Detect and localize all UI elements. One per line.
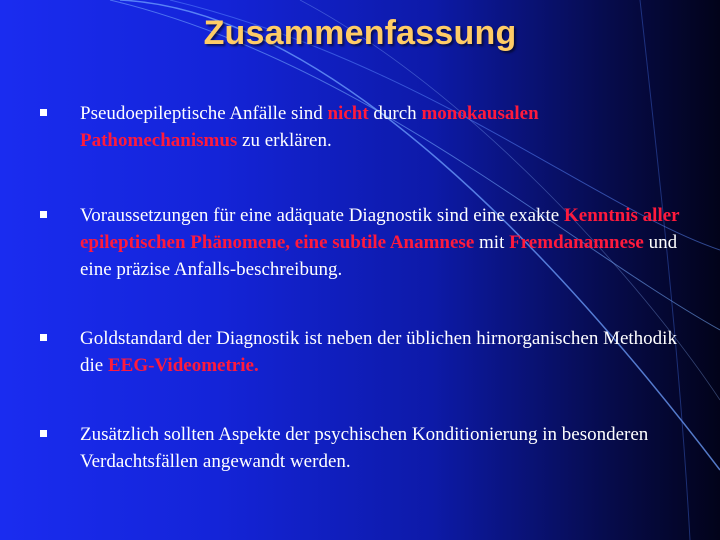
slide-title: Zusammenfassung (203, 14, 517, 52)
bullet-text: und eine präzise Anfalls-beschreibung. (80, 232, 678, 280)
bullet-list (36, 100, 696, 475)
highlight-text: monokausalen Pathomechanismus (80, 103, 539, 151)
square-bullet-icon (40, 334, 47, 341)
bullet-text: Voraussetzungen für eine adäquate Diagnostik sind eine exakte (80, 205, 564, 226)
bullet-item (36, 100, 696, 154)
highlight-text: EEG-Videometrie (107, 355, 254, 376)
bullet-item (36, 421, 696, 475)
bullet-text: zu erklären. (237, 130, 332, 151)
bullet-text: Goldstandard der Diagnostik ist neben der üblichen hirnorganischen Methodik die (80, 328, 677, 376)
bullet-item (36, 325, 696, 379)
highlight-text: Kenntnis aller epileptischen Phänomene, eine subtile Anamnese (80, 205, 680, 253)
bullet-item (36, 202, 696, 283)
bullet-text: Zusätzlich sollten Aspekte der psychischen Konditionierung in besonderen Verdachtsfällen angewandt werden. (80, 424, 649, 472)
bullet-text: mit (474, 232, 510, 253)
square-bullet-icon (40, 109, 47, 116)
square-bullet-icon (40, 430, 47, 437)
highlight-text: . (253, 355, 259, 376)
highlight-text: nicht (327, 103, 369, 124)
highlight-text: Fremdanamnese (509, 232, 644, 253)
bullet-text: durch (368, 103, 422, 124)
square-bullet-icon (40, 211, 47, 218)
bullet-text: Pseudoepileptische Anfälle sind (80, 103, 328, 124)
